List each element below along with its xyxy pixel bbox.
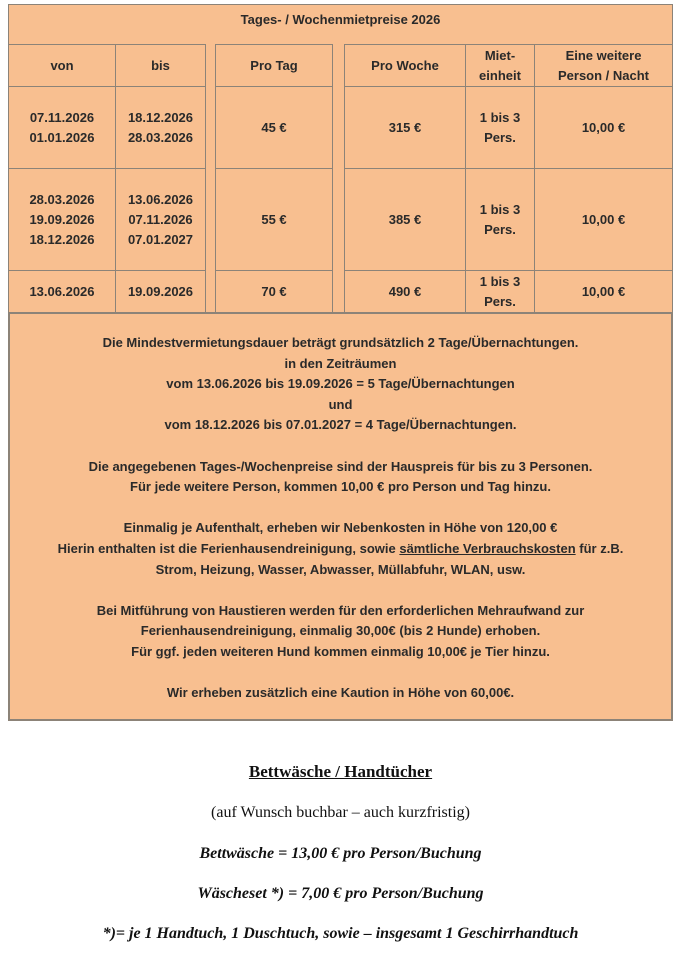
unit-line2: Pers. bbox=[484, 293, 516, 309]
header-pro-woche-label: Pro Woche bbox=[371, 57, 439, 73]
date: 07.11.2026 bbox=[128, 211, 193, 227]
header-weitere-line1: Eine weitere bbox=[565, 47, 642, 63]
date: 19.09.2026 bbox=[29, 211, 95, 227]
cell-pro-tag bbox=[215, 86, 333, 169]
note-line: Strom, Heizung, Wasser, Abwasser, Müllabfuhr, WLAN, usw. bbox=[155, 561, 526, 577]
cell-weitere bbox=[534, 168, 673, 271]
note-line: Für ggf. jeden weiteren Hund kommen einmalig 10,00€ je Tier hinzu. bbox=[131, 643, 550, 659]
cell-weitere bbox=[534, 270, 673, 313]
date: 13.06.2026 bbox=[127, 191, 194, 207]
unit-line1: 1 bis 3 bbox=[479, 109, 521, 125]
note-underlined-text: sämtliche Verbrauchskosten bbox=[399, 540, 576, 556]
note-line: Für jede weitere Person, kommen 10,00 € pro Person und Tag hinzu. bbox=[130, 479, 551, 495]
header-weitere-line2: Person / Nacht bbox=[557, 67, 650, 83]
note-line: Ferienhausendreinigung, einmalig 30,00€ (bis 2 Hunde) erhoben. bbox=[140, 623, 541, 639]
note-line: Bei Mitführung von Haustieren werden für den erforderlichen Mehraufwand zur bbox=[96, 602, 585, 618]
date: 19.09.2026 bbox=[127, 283, 194, 299]
header-von-label: von bbox=[50, 57, 74, 73]
price: 10,00 € bbox=[581, 283, 626, 299]
date: 28.03.2026 bbox=[29, 191, 95, 207]
price: 10,00 € bbox=[581, 211, 626, 227]
unit-line1: 1 bis 3 bbox=[479, 201, 521, 217]
cell-pro-tag bbox=[215, 270, 333, 313]
cell-von bbox=[8, 168, 116, 271]
cell-von bbox=[8, 270, 116, 313]
note-line: in den Zeiträumen bbox=[284, 355, 397, 371]
unit-line1: 1 bis 3 bbox=[479, 273, 521, 289]
cell-von bbox=[8, 86, 116, 169]
linen-heading bbox=[0, 762, 681, 782]
price: 490 € bbox=[388, 283, 422, 299]
cell-pro-woche bbox=[344, 270, 466, 313]
header-mieteinheit bbox=[465, 44, 535, 87]
linen-waescheset-price: Wäscheset *) = 7,00 € pro Person/Buchung bbox=[197, 885, 484, 902]
cell-mieteinheit bbox=[465, 270, 535, 313]
header-weitere-person bbox=[534, 44, 673, 87]
price: 55 € bbox=[261, 211, 287, 227]
date: 13.06.2026 bbox=[29, 283, 95, 299]
linen-subtitle: (auf Wunsch buchbar – auch kurzfristig) bbox=[211, 804, 470, 821]
header-bis bbox=[115, 44, 206, 87]
cell-bis bbox=[115, 168, 206, 271]
header-mieteinheit-line2: einheit bbox=[479, 67, 521, 83]
cell-bis bbox=[115, 270, 206, 313]
date: 07.11.2026 bbox=[29, 109, 95, 125]
note-line: Wir erheben zusätzlich eine Kaution in Höhe von 60,00€. bbox=[166, 685, 515, 701]
price: 385 € bbox=[388, 211, 422, 227]
header-bis-label: bis bbox=[151, 57, 170, 73]
note-line bbox=[10, 539, 671, 560]
linen-footnote: *)= je 1 Handtuch, 1 Duschtuch, sowie – insgesamt 1 Geschirrhandtuch bbox=[102, 925, 579, 942]
header-mieteinheit-line1: Miet- bbox=[484, 47, 516, 63]
header-pro-tag-label: Pro Tag bbox=[250, 57, 298, 73]
note-line: Die Mindestvermietungsdauer beträgt grundsätzlich 2 Tage/Übernachtungen. bbox=[102, 335, 579, 350]
cell-pro-woche bbox=[344, 86, 466, 169]
note-text: Hierin enthalten ist die Ferienhausendreinigung, sowie bbox=[57, 540, 400, 556]
price: 45 € bbox=[261, 119, 287, 135]
unit-line2: Pers. bbox=[484, 221, 516, 237]
unit-line2: Pers. bbox=[484, 129, 516, 145]
note-line: und bbox=[328, 396, 353, 412]
date: 01.01.2026 bbox=[29, 129, 95, 145]
date: 18.12.2026 bbox=[127, 109, 194, 125]
cell-pro-woche bbox=[344, 168, 466, 271]
table-title-text: Tages- / Wochenmietpreise 2026 bbox=[240, 12, 441, 27]
note-text: für z.B. bbox=[575, 540, 624, 556]
cell-bis bbox=[115, 86, 206, 169]
header-von bbox=[8, 44, 116, 87]
linen-bettwaesche-price: Bettwäsche = 13,00 € pro Person/Buchung bbox=[199, 845, 482, 862]
cell-mieteinheit bbox=[465, 86, 535, 169]
header-pro-tag bbox=[215, 44, 333, 87]
cell-weitere bbox=[534, 86, 673, 169]
note-line: Die angegebenen Tages-/Wochenpreise sind der Hauspreis für bis zu 3 Personen. bbox=[88, 458, 593, 474]
note-line: Einmalig je Aufenthalt, erheben wir Nebenkosten in Höhe von 120,00 € bbox=[123, 520, 558, 536]
price: 10,00 € bbox=[581, 119, 626, 135]
date: 07.01.2027 bbox=[127, 231, 194, 247]
date: 18.12.2026 bbox=[29, 231, 95, 247]
linen-heading-text: Bettwäsche / Handtücher bbox=[248, 762, 433, 781]
price: 70 € bbox=[261, 283, 287, 299]
table-title bbox=[8, 4, 673, 45]
cell-pro-tag bbox=[215, 168, 333, 271]
price: 315 € bbox=[388, 119, 422, 135]
note-line: vom 18.12.2026 bis 07.01.2027 = 4 Tage/Übernachtungen. bbox=[164, 417, 517, 433]
note-line: vom 13.06.2026 bis 19.09.2026 = 5 Tage/Übernachtungen bbox=[166, 376, 515, 392]
rental-notes bbox=[8, 312, 673, 721]
date: 28.03.2026 bbox=[127, 129, 194, 145]
header-pro-woche bbox=[344, 44, 466, 87]
cell-mieteinheit bbox=[465, 168, 535, 271]
